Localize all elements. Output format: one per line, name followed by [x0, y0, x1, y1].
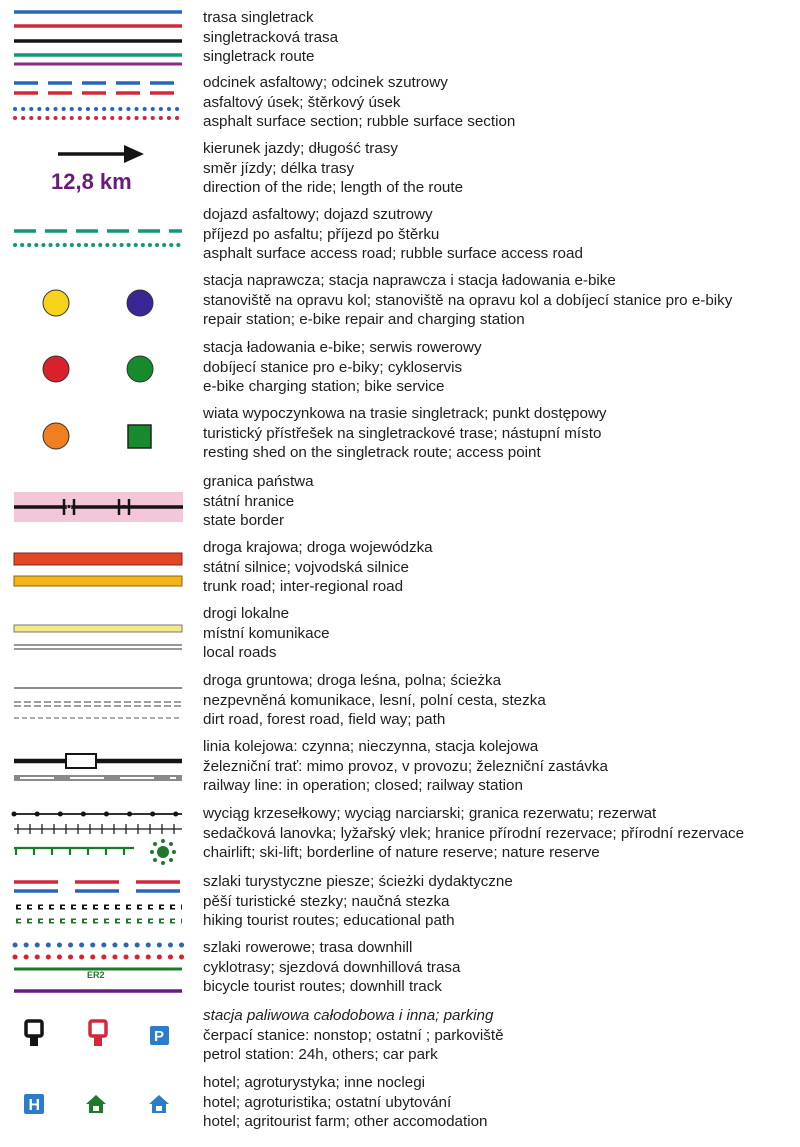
label-en: trunk road; inter-regional road — [203, 578, 404, 596]
local-roads-symbol — [0, 604, 195, 664]
legend-row-petrol-parking — [0, 1006, 800, 1068]
label-pl: szlaki turystyczne piesze; ścieżki dydaktyczne — [203, 873, 513, 890]
repair-station-icon — [43, 290, 69, 316]
legend-row-access-road — [0, 205, 800, 265]
legend-text — [203, 1073, 798, 1132]
legend-row-surface-section — [0, 73, 800, 133]
label-pl: wyciąg krzesełkowy; wyciąg narciarski; granica rezerwatu; rezerwat — [203, 805, 657, 822]
legend-row-bicycle-routes — [0, 938, 800, 1000]
label-pl: stacja naprawcza; stacja naprawcza i stacja ładowania e-bike — [203, 272, 616, 289]
legend-text — [203, 737, 798, 796]
legend-text — [203, 604, 798, 663]
label-pl: granica państwa — [203, 473, 314, 490]
chairlift-reserve-symbol — [0, 804, 195, 866]
state-border-symbol — [0, 472, 195, 532]
label-cz: asfaltový úsek; štěrkový úsek — [203, 93, 401, 111]
route-length-label: 12,8 km — [51, 169, 132, 194]
label-cz: směr jízdy; délka trasy — [203, 159, 355, 177]
legend-row-state-border — [0, 472, 800, 532]
label-pl: szlaki rowerowe; trasa downhill — [203, 939, 413, 956]
bicycle-routes-symbol — [0, 938, 195, 1000]
label-pl: stacja ładowania e-bike; serwis rowerowy — [203, 339, 482, 356]
legend-text — [203, 671, 798, 730]
label-en: dirt road, forest road, field way; path — [203, 711, 446, 729]
legend-text — [203, 139, 798, 198]
petrol-station-other-icon — [90, 1021, 106, 1046]
legend-text — [203, 271, 798, 330]
label-en: asphalt surface section; rubble surface section — [203, 113, 516, 131]
legend-row-railway — [0, 737, 800, 797]
label-en: repair station; e-bike repair and charging station — [203, 311, 525, 329]
route-code-label: ER2 — [87, 970, 105, 980]
legend-text — [203, 872, 798, 931]
label-pl: droga gruntowa; droga leśna, polna; ścieżka — [203, 672, 502, 689]
label-en: bicycle tourist routes; downhill track — [203, 978, 442, 996]
legend-row-chairlift-reserve — [0, 804, 800, 866]
legend-text — [203, 472, 798, 531]
legend-row-hotels — [0, 1073, 800, 1135]
label-pl: odcinek asfaltowy; odcinek szutrowy — [203, 74, 448, 91]
label-cz: singletracková trasa — [203, 28, 339, 46]
hotels-symbol — [0, 1073, 195, 1135]
label-en: asphalt surface access road; rubble surface access road — [203, 245, 583, 263]
direction-symbol — [0, 139, 195, 199]
label-cz: hotel; agroturistika; ostatní ubytování — [203, 1093, 452, 1111]
label-pl: stacja paliwowa całodobowa i inna; parking — [203, 1007, 494, 1024]
other-accommodation-icon — [149, 1095, 169, 1113]
label-en: hotel; agritourist farm; other accomodation — [203, 1113, 488, 1131]
label-cz: turistický přístřešek na singletrackové trase; nástupní místo — [203, 424, 602, 442]
label-cz: dobíjecí stanice pro e-biky; cykloservis — [203, 358, 463, 376]
label-pl: linia kolejowa: czynna; nieczynna, stacja kolejowa — [203, 738, 539, 755]
surface-section-symbol — [0, 73, 195, 133]
label-en: petrol station: 24h, others; car park — [203, 1046, 438, 1064]
label-pl: wiata wypoczynkowa na trasie singletrack; punkt dostępowy — [203, 405, 607, 422]
label-en: state border — [203, 512, 285, 530]
legend-row-dirt-road — [0, 671, 800, 731]
railway-station-icon — [66, 754, 96, 768]
legend-text — [203, 8, 798, 67]
ebike-charging-icon — [43, 356, 69, 382]
legend-row-repair-station — [0, 271, 800, 331]
charging-service-symbol — [0, 338, 195, 398]
legend-row-direction — [0, 139, 800, 199]
legend-row-charging-service — [0, 338, 800, 398]
singletrack-route-symbol — [0, 8, 195, 68]
label-cz: pěší turistické stezky; naučná stezka — [203, 892, 450, 910]
label-cz: místní komunikace — [203, 624, 330, 642]
label-cz: sedačková lanovka; lyžařský vlek; hranice přírodní rezervace; přírodní rezervace — [203, 824, 745, 842]
label-pl: dojazd asfaltowy; dojazd szutrowy — [203, 206, 433, 223]
agritourist-farm-icon — [86, 1095, 106, 1113]
legend-text — [203, 804, 798, 863]
label-en: local roads — [203, 644, 277, 662]
repair-station-symbol — [0, 271, 195, 331]
legend-row-trunk-road — [0, 538, 800, 598]
label-pl: hotel; agroturystyka; inne noclegi — [203, 1074, 426, 1091]
legend-text — [203, 73, 798, 132]
label-pl: droga krajowa; droga wojewódzka — [203, 539, 433, 556]
shed-access-symbol — [0, 404, 195, 464]
legend-text — [203, 404, 798, 463]
label-en: hiking tourist routes; educational path — [203, 912, 455, 930]
label-cz: nezpevněná komunikace, lesní, polní cesta, stezka — [203, 691, 546, 709]
label-pl: kierunek jazdy; długość trasy — [203, 140, 398, 157]
nature-reserve-icon — [150, 839, 176, 865]
label-en: singletrack route — [203, 48, 315, 66]
trunk-road-symbol — [0, 538, 195, 598]
svg-text:H: H — [28, 1097, 41, 1114]
label-cz: stanoviště na opravu kol; stanoviště na opravu kol a dobíjecí stanice pro e-biky — [203, 291, 733, 309]
svg-text:P: P — [154, 1028, 165, 1045]
label-cz: příjezd po asfaltu; příjezd po štěrku — [203, 225, 440, 243]
legend-text — [203, 1006, 798, 1065]
hotel-icon — [24, 1094, 44, 1114]
legend-row-local-roads — [0, 604, 800, 664]
label-cz: cyklotrasy; sjezdová downhillová trasa — [203, 958, 461, 976]
railway-symbol — [0, 737, 195, 797]
label-cz: čerpací stanice: nonstop; ostatní ; parkoviště — [203, 1026, 504, 1044]
label-en: chairlift; ski-lift; borderline of nature reserve; nature reserve — [203, 844, 600, 862]
hiking-routes-symbol — [0, 872, 195, 932]
legend-text — [203, 538, 798, 597]
legend-row-singletrack — [0, 8, 800, 68]
bike-service-icon — [127, 356, 153, 382]
legend-row-hiking-routes — [0, 872, 800, 932]
label-cz: státní hranice — [203, 492, 295, 510]
label-en: resting shed on the singletrack route; access point — [203, 444, 541, 462]
direction-arrow-icon — [124, 145, 144, 163]
legend-row-shed-access — [0, 404, 800, 464]
dirt-road-symbol — [0, 671, 195, 731]
label-pl: drogi lokalne — [203, 605, 290, 622]
parking-icon — [150, 1026, 169, 1045]
legend-text — [203, 338, 798, 397]
label-en: railway line: in operation; closed; railway station — [203, 777, 523, 795]
resting-shed-icon — [43, 423, 69, 449]
petrol-parking-symbol — [0, 1006, 195, 1068]
ebike-repair-charging-icon — [127, 290, 153, 316]
label-cz: železniční trať: mimo provoz, v provozu; železniční zastávka — [203, 757, 608, 775]
label-en: e-bike charging station; bike service — [203, 378, 445, 396]
legend-text — [203, 938, 798, 997]
legend-text — [203, 205, 798, 264]
label-en: direction of the ride; length of the route — [203, 179, 464, 197]
access-road-symbol — [0, 205, 195, 265]
label-pl: trasa singletrack — [203, 9, 314, 26]
petrol-station-24h-icon — [26, 1021, 42, 1046]
label-cz: státní silnice; vojvodská silnice — [203, 558, 409, 576]
access-point-icon — [128, 425, 151, 448]
